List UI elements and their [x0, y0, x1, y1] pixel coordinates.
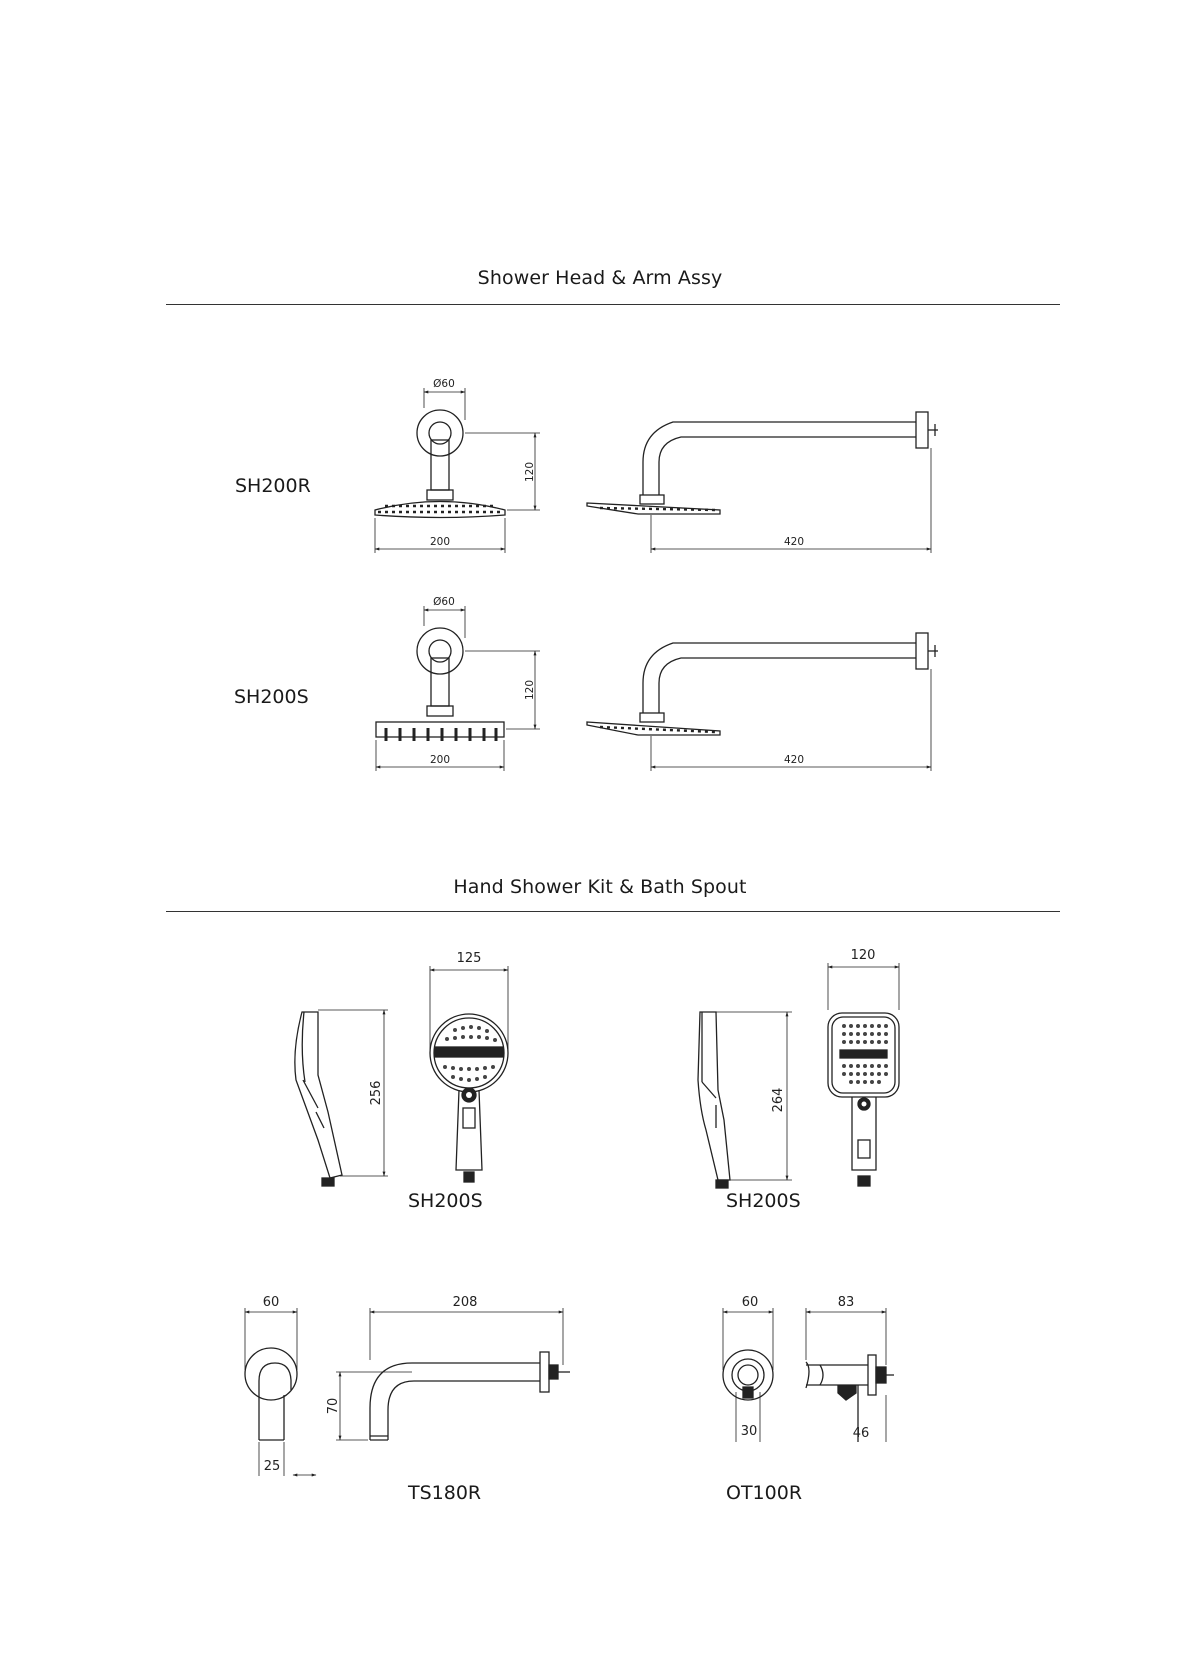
square-hand-shower-front-drawing	[828, 963, 899, 1186]
sh200s-side-drawing	[587, 633, 938, 771]
dim-ts180r-height: 70	[326, 1397, 341, 1415]
model-label-ot100r: OT100R	[726, 1482, 803, 1504]
ot100r-side-drawing	[806, 1308, 894, 1442]
dim-square-hand-length: 264	[771, 1087, 786, 1113]
model-label-hand-shower-square: SH200S	[726, 1190, 801, 1212]
dim-ot100r-outlet: 30	[740, 1424, 758, 1439]
dim-sh200r-drop: 120	[524, 461, 536, 483]
section-title-hand-shower: Hand Shower Kit & Bath Spout	[453, 876, 747, 898]
ts180r-side-drawing	[336, 1308, 570, 1440]
dim-ts180r-flange: 60	[262, 1295, 280, 1310]
round-hand-shower-front-drawing	[430, 966, 508, 1182]
sh200s-front-drawing	[376, 606, 540, 771]
model-label-hand-shower-round: SH200S	[408, 1190, 483, 1212]
ot100r-front-drawing	[723, 1308, 773, 1442]
dim-sh200r-arm-dia: Ø60	[433, 378, 455, 390]
ts180r-front-drawing	[245, 1308, 316, 1476]
sh200r-side-drawing	[587, 412, 938, 553]
dim-sh200s-head: 200	[429, 754, 451, 766]
dim-sh200r-arm: 420	[783, 536, 805, 548]
dim-sh200s-arm-dia: Ø60	[433, 596, 455, 608]
dim-round-hand-length: 256	[369, 1080, 384, 1106]
dim-ts180r-reach: 208	[452, 1295, 478, 1310]
dim-sh200r-head: 200	[429, 536, 451, 548]
dim-sh200s-arm: 420	[783, 754, 805, 766]
section-title-shower-head: Shower Head & Arm Assy	[477, 267, 723, 289]
dim-ot100r-offset: 46	[852, 1426, 870, 1441]
sh200r-front-drawing	[375, 388, 540, 553]
dim-ot100r-flange: 60	[741, 1295, 759, 1310]
model-label-sh200r: SH200R	[235, 475, 311, 497]
dim-round-hand-width: 125	[456, 951, 482, 966]
dim-sh200s-drop: 120	[524, 679, 536, 701]
model-label-ts180r: TS180R	[408, 1482, 482, 1504]
dim-ts180r-pipe: 25	[263, 1459, 281, 1474]
dim-square-hand-width: 120	[850, 948, 876, 963]
model-label-sh200s: SH200S	[234, 686, 309, 708]
dim-ot100r-depth: 83	[837, 1295, 855, 1310]
